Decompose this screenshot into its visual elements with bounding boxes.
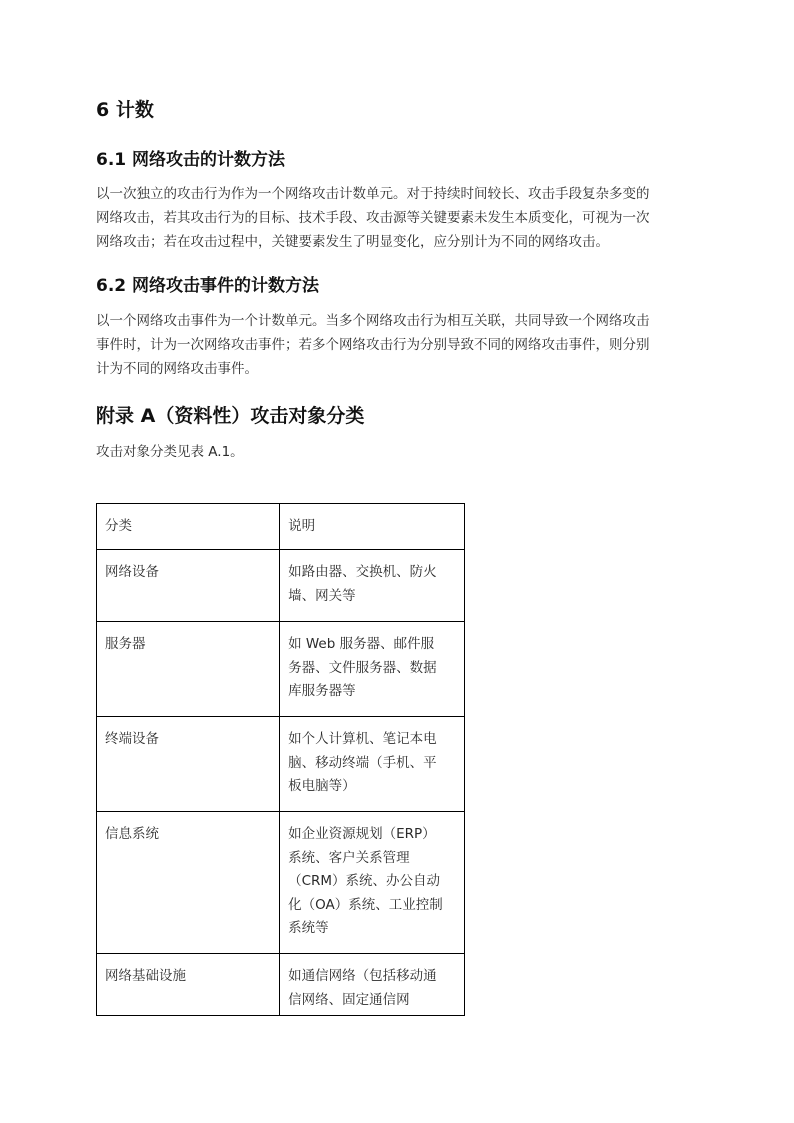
cell-line: 化（OA）系统、工业控制 bbox=[288, 896, 443, 913]
attack-target-table bbox=[96, 503, 465, 1016]
table-row bbox=[97, 622, 465, 717]
cell-line: 信网络、固定通信网 bbox=[288, 991, 410, 1008]
cell-line: 如企业资源规划（ERP） bbox=[288, 826, 436, 842]
table-cell-category: 信息系统 bbox=[97, 812, 280, 954]
table-cell-description bbox=[280, 717, 465, 812]
table-row bbox=[97, 550, 465, 622]
table-header-row bbox=[97, 504, 465, 550]
cell-line: 务器、文件服务器、数据 bbox=[288, 659, 437, 676]
table-cell-category: 终端设备 bbox=[97, 717, 280, 812]
cell-line: 库服务器等 bbox=[288, 683, 356, 699]
section-heading-6-1: 6.1 网络攻击的计数方法 bbox=[96, 150, 286, 170]
table-cell-category: 网络设备 bbox=[97, 550, 280, 622]
cell-line: 系统、客户关系管理 bbox=[288, 849, 410, 866]
cell-line: 如通信网络（包括移动通 bbox=[288, 968, 437, 984]
section-heading-6: 6 计数 bbox=[96, 99, 154, 121]
cell-line: 如 Web 服务器、邮件服 bbox=[288, 636, 435, 652]
cell-line: （CRM）系统、办公自动 bbox=[288, 873, 441, 889]
table-cell-description bbox=[280, 550, 465, 622]
paragraph-6-1 bbox=[96, 182, 700, 254]
table-row bbox=[97, 954, 465, 1016]
cell-line: 脑、移动终端（手机、平 bbox=[288, 754, 437, 771]
table-header-cell: 说明 bbox=[280, 504, 465, 550]
paragraph-6-2 bbox=[96, 309, 700, 381]
table-cell-category: 服务器 bbox=[97, 622, 280, 717]
appendix-heading: 附录 A（资料性）攻击对象分类 bbox=[96, 405, 365, 427]
table-header-cell: 分类 bbox=[97, 504, 280, 550]
appendix-intro: 攻击对象分类见表 A.1。 bbox=[96, 444, 244, 460]
paragraph-line: 网络攻击，若其攻击行为的目标、技术手段、攻击源等关键要素未发生本质变化，可视为一次 bbox=[96, 210, 650, 226]
cell-line: 墙、网关等 bbox=[288, 587, 356, 604]
table-cell-category: 网络基础设施 bbox=[97, 954, 280, 1016]
cell-line: 板电脑等） bbox=[288, 778, 356, 794]
cell-line: 如个人计算机、笔记本电 bbox=[288, 731, 437, 747]
paragraph-line: 网络攻击；若在攻击过程中，关键要素发生了明显变化，应分别计为不同的网络攻击。 bbox=[96, 234, 609, 250]
table-cell-description bbox=[280, 622, 465, 717]
cell-line: 如路由器、交换机、防火 bbox=[288, 564, 437, 580]
cell-line: 系统等 bbox=[288, 920, 329, 936]
table-cell-description bbox=[280, 954, 465, 1016]
paragraph-line: 计为不同的网络攻击事件。 bbox=[96, 361, 258, 377]
paragraph-line: 以一个网络攻击事件为一个计数单元。当多个网络攻击行为相互关联，共同导致一个网络攻击 bbox=[96, 313, 650, 329]
table-row bbox=[97, 717, 465, 812]
table-row bbox=[97, 812, 465, 954]
section-heading-6-2: 6.2 网络攻击事件的计数方法 bbox=[96, 276, 320, 296]
paragraph-line: 事件时，计为一次网络攻击事件；若多个网络攻击行为分别导致不同的网络攻击事件，则分别 bbox=[96, 337, 650, 353]
paragraph-line: 以一次独立的攻击行为作为一个网络攻击计数单元。对于持续时间较长、攻击手段复杂多变的 bbox=[96, 186, 650, 202]
table-cell-description bbox=[280, 812, 465, 954]
